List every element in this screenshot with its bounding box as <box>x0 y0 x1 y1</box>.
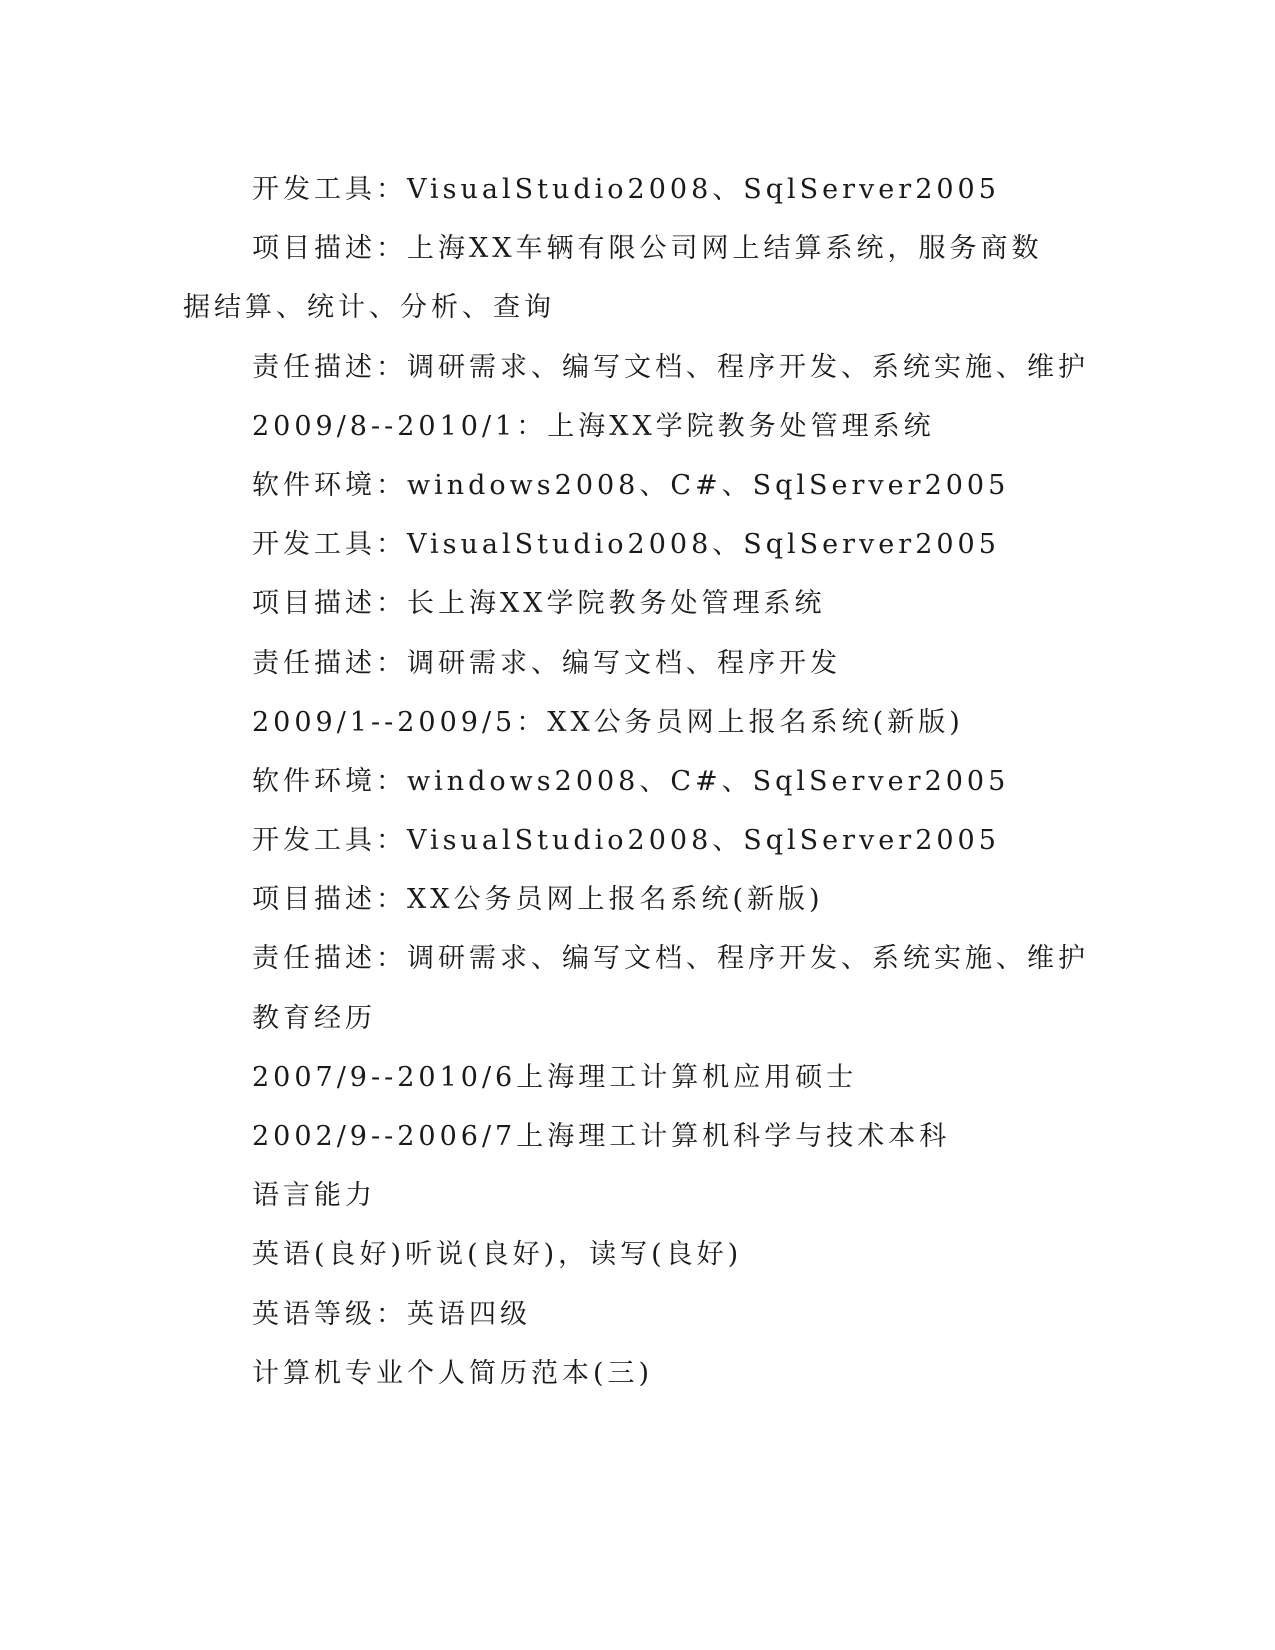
education-heading: 教育经历 <box>252 1002 376 1034</box>
software-environment-line: 软件环境：windows2008、C#、SqlServer2005 <box>252 469 1010 501</box>
language-heading: 语言能力 <box>252 1180 376 1212</box>
responsibility-line: 责任描述：调研需求、编写文档、程序开发 <box>252 647 841 679</box>
software-environment-line: 软件环境：windows2008、C#、SqlServer2005 <box>252 765 1010 797</box>
project-description-line: 项目描述：XX公务员网上报名系统(新版) <box>252 884 824 916</box>
dev-tools-line: 开发工具：VisualStudio2008、SqlServer2005 <box>252 825 1000 857</box>
english-level-line: 英语等级：英语四级 <box>252 1298 531 1330</box>
resume-template-title: 计算机专业个人简历范本(三) <box>252 1357 654 1389</box>
responsibility-line: 责任描述：调研需求、编写文档、程序开发、系统实施、维护 <box>252 351 1089 383</box>
dev-tools-line: 开发工具：VisualStudio2008、SqlServer2005 <box>252 174 1000 205</box>
responsibility-line: 责任描述：调研需求、编写文档、程序开发、系统实施、维护 <box>252 943 1089 975</box>
dev-tools-line: 开发工具：VisualStudio2008、SqlServer2005 <box>252 529 1000 561</box>
project-description-line: 项目描述：上海XX车辆有限公司网上结算系统，服务商数据结算、统计、分析、查询 <box>183 233 1043 324</box>
language-skill-line: 英语(良好)听说(良好)，读写(良好) <box>252 1239 743 1271</box>
project-period-line: 2009/8--2010/1：上海XX学院教务处管理系统 <box>252 410 935 442</box>
education-entry: 2007/9--2010/6上海理工计算机应用硕士 <box>252 1061 858 1093</box>
project-period-line: 2009/1--2009/5：XX公务员网上报名系统(新版) <box>252 706 964 738</box>
project-description-line: 项目描述：长上海XX学院教务处管理系统 <box>252 588 826 620</box>
document-body <box>183 160 1089 1403</box>
education-entry: 2002/9--2006/7上海理工计算机科学与技术本科 <box>252 1121 951 1153</box>
